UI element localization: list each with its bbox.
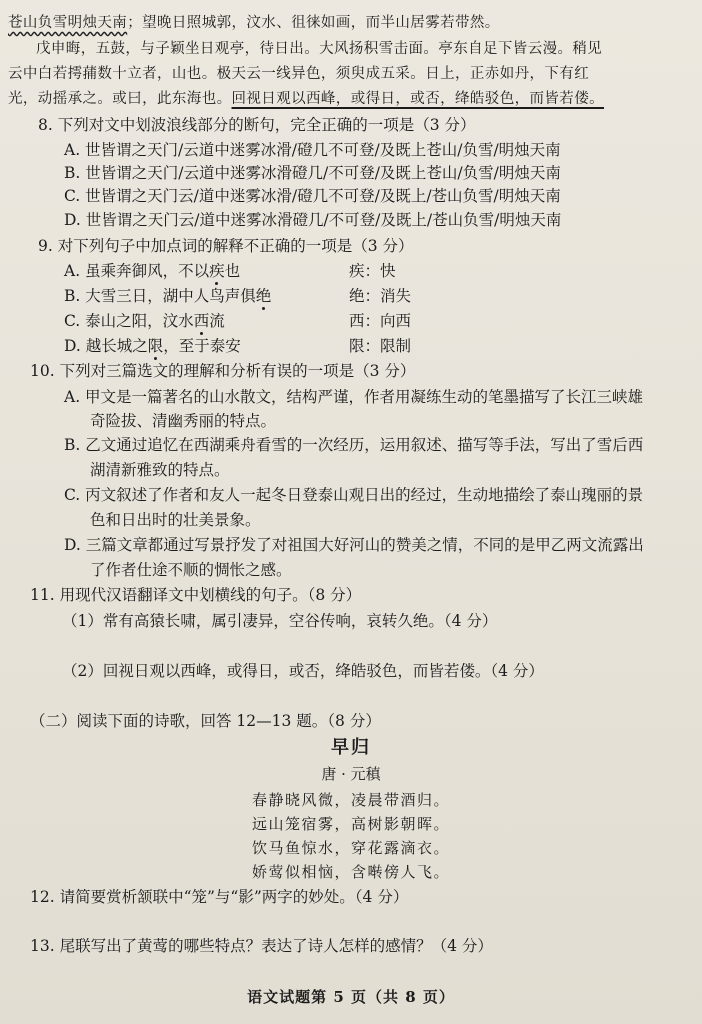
wavy-underlined-text: 苍山负雪明烛天南	[8, 15, 128, 31]
q9-gloss-b: 绝：消失	[349, 287, 412, 305]
page-footer: 语文试题第 5 页（共 8 页）	[247, 988, 455, 1006]
poem-line-3: 饮马鱼惊水，穿花露滴衣。	[251, 839, 450, 857]
q9-option-d: D. 越长城之限，至于泰安	[64, 337, 241, 355]
q8-option-b: B. 世皆谓之天门/云道中迷雾冰滑磴几/不可登/及既上苍山/负雪/明烛天南	[64, 164, 561, 182]
question-9-stem: 9. 对下列句子中加点词的解释不正确的一项是（3 分）	[38, 237, 414, 255]
q8-option-d: D. 世皆谓之天门云/道中迷雾冰滑磴几/不可登/及既上/苍山负雪/明烛天南	[64, 211, 562, 229]
dotted-word: 绝	[255, 287, 272, 305]
q9-option-a: A. 虽乘奔御风，不以疾也	[64, 262, 241, 280]
question-11-stem: 11. 用现代汉语翻译文中划横线的句子。（8 分）	[30, 586, 362, 604]
poem-line-2: 远山笼宿雾，高树影朝晖。	[251, 815, 450, 833]
poem-line-4: 娇莺似相恼，含啭傍人飞。	[251, 863, 450, 881]
passage-line-1: 苍山负雪明烛天南；望晚日照城郭，汶水、徂徕如画，而半山居雾若带然。	[8, 15, 500, 31]
passage-line-4: 光，动摇承之。或曰，此东海也。回视日观以西峰，或得日，或否，绛皓驳色，而皆若偻。	[8, 91, 604, 107]
q10-option-c: C. 丙文叙述了作者和友人一起冬日登泰山观日出的经过，生动地描绘了泰山瑰丽的景	[64, 486, 644, 504]
passage-line-3: 云中白若摴蒱数十立者，山也。极天云一线异色，须臾成五采。日上，正赤如丹，下有红	[8, 66, 590, 82]
poem-title: 早归	[331, 737, 371, 758]
question-13-stem: 13. 尾联写出了黄莺的哪些特点？表达了诗人怎样的感情？（4 分）	[30, 937, 493, 955]
question-8-stem: 8. 下列对文中划波浪线部分的断句，完全正确的一项是（3 分）	[38, 116, 476, 134]
q10-option-a-cont: 奇险拔、清幽秀丽的特点。	[90, 412, 277, 430]
q10-option-d: D. 三篇文章都通过写景抒发了对祖国大好河山的赞美之情，不同的是甲乙两文流露出	[64, 536, 644, 554]
question-10-stem: 10. 下列对三篇选文的理解和分析有误的一项是（3 分）	[30, 362, 416, 380]
straight-underlined-text: 回视日观以西峰，或得日，或否，绛皓驳色，而皆若偻。	[231, 91, 604, 107]
q9-gloss-d: 限：限制	[349, 337, 412, 355]
q10-option-d-cont: 了作者仕途不顺的惆怅之感。	[90, 561, 292, 579]
passage-line-2: 戊申晦，五鼓，与子颖坐日观亭，待日出。大风扬积雪击面。亭东自足下皆云漫。稍见	[36, 41, 603, 57]
q8-option-a: A. 世皆谓之天门/云道中迷雾冰滑/磴几不可登/及既上苍山/负雪/明烛天南	[64, 141, 561, 159]
q10-option-a: A. 甲文是一篇著名的山水散文，结构严谨，作者用凝练生动的笔墨描写了长江三峡雄	[64, 388, 644, 406]
q11-item-1: （1）常有高猿长啸，属引凄异，空谷传响，哀转久绝。（4 分）	[62, 612, 498, 630]
poem-line-1: 春静晓风微，凌晨带酒归。	[251, 791, 450, 809]
dotted-word: 限	[147, 337, 164, 355]
dotted-word: 西	[193, 312, 210, 330]
q9-option-b: B. 大雪三日，湖中人鸟声俱绝	[64, 287, 272, 305]
q9-gloss-c: 西：向西	[349, 312, 412, 330]
q10-option-b-cont: 湖清新雅致的特点。	[90, 461, 230, 479]
q10-option-c-cont: 色和日出时的壮美景象。	[90, 511, 261, 529]
section-2-heading: （二）阅读下面的诗歌，回答 12—13 题。（8 分）	[30, 712, 381, 730]
q10-option-b: B. 乙文通过追忆在西湖乘舟看雪的一次经历，运用叙述、描写等手法，写出了雪后西	[64, 436, 644, 454]
poem-author: 唐 · 元稹	[321, 765, 381, 783]
q11-item-2: （2）回视日观以西峰，或得日，或否，绛皓驳色，而皆若偻。（4 分）	[62, 662, 544, 680]
q9-gloss-a: 疾：快	[349, 262, 396, 280]
question-12-stem: 12. 请简要赏析颔联中“笼”与“影”两字的妙处。（4 分）	[30, 888, 409, 906]
dotted-word: 疾	[209, 262, 225, 280]
q9-option-c: C. 泰山之阳，汶水西流	[64, 312, 225, 330]
q8-option-c: C. 世皆谓之天门云/道中迷雾冰滑/磴几不可登/及既上/苍山负雪/明烛天南	[64, 187, 561, 205]
